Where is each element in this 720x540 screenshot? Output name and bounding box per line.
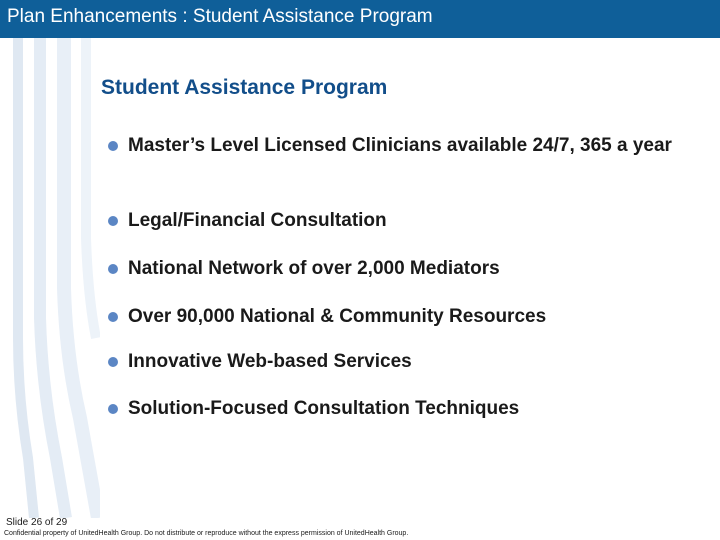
bullet-text: Legal/Financial Consultation [128,210,387,231]
confidential-notice: Confidential property of UnitedHealth Group. Do not distribute or reproduce without the express permission of UnitedHealth Group. [4,530,409,537]
bullet-text: National Network of over 2,000 Mediators [128,258,500,279]
bullet-item [108,396,688,422]
slide-heading: Student Assistance Program [101,76,388,99]
decorative-stripes [0,38,100,518]
bullet-item [108,256,688,282]
slide-number: Slide 26 of 29 [6,517,68,528]
bullet-item [108,133,688,159]
bullet-text: Over 90,000 National & Community Resources [128,306,547,327]
bullet-item [108,304,688,330]
bullet-dot-icon [108,312,118,322]
bullet-text: Solution-Focused Consultation Techniques [128,398,520,419]
bullet-dot-icon [108,264,118,274]
header-title: Plan Enhancements : Student Assistance Program [7,6,433,27]
bullet-dot-icon [108,216,118,226]
bullet-dot-icon [108,141,118,151]
bullet-dot-icon [108,357,118,367]
bullet-item [108,349,688,375]
header-bar [0,0,720,38]
bullet-dot-icon [108,404,118,414]
bullet-text: Innovative Web-based Services [128,351,412,372]
bullet-item [108,208,688,234]
bullet-text: Master’s Level Licensed Clinicians available 24/7, 365 a year [128,135,672,156]
